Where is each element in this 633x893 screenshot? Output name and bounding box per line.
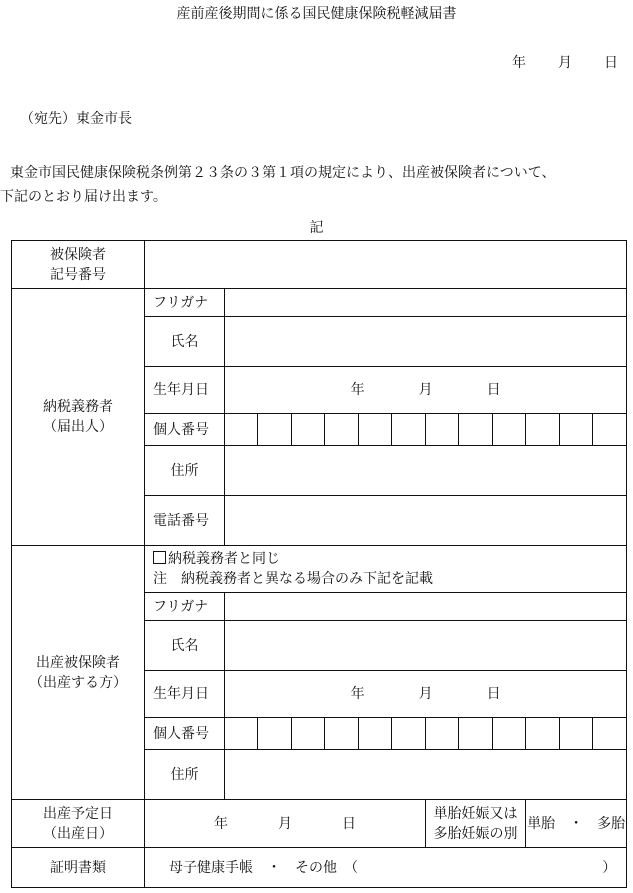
birth-furigana-field[interactable] bbox=[225, 593, 627, 621]
body-text-line1: 東金市国民健康保険税条例第２３条の３第１項の規定により、出産被保険者について、 bbox=[10, 165, 556, 181]
birth-insured-label: 出産被保険者 （出産する方） bbox=[12, 546, 145, 800]
addressee: （宛先）東金市長 bbox=[20, 111, 132, 127]
taxpayer-digit-box[interactable] bbox=[459, 414, 493, 446]
taxpayer-digit-box[interactable] bbox=[426, 414, 459, 446]
birth-address-label: 住所 bbox=[145, 750, 225, 800]
birth-digit-box[interactable] bbox=[292, 718, 325, 750]
birth-address-field[interactable] bbox=[225, 750, 627, 800]
birth-digit-box[interactable] bbox=[359, 718, 392, 750]
pregnancy-type-label: 単胎妊娠又は 多胎妊娠の別 bbox=[426, 800, 526, 848]
same-as-taxpayer-cell bbox=[145, 546, 627, 593]
document-title: 産前産後期間に係る国民健康保険税軽減届書 bbox=[176, 6, 457, 22]
birth-digit-box[interactable] bbox=[493, 718, 526, 750]
birth-name-label: 氏名 bbox=[145, 621, 225, 671]
taxpayer-digit-box[interactable] bbox=[225, 414, 258, 446]
taxpayer-address-field[interactable] bbox=[225, 446, 627, 496]
same-as-taxpayer-label: 納税義務者と同じ bbox=[168, 551, 280, 567]
same-as-taxpayer-checkbox[interactable] bbox=[153, 551, 166, 564]
taxpayer-digit-box[interactable] bbox=[493, 414, 526, 446]
row-insured-number bbox=[12, 241, 627, 289]
birth-digit-box[interactable] bbox=[392, 718, 426, 750]
taxpayer-digit-box[interactable] bbox=[359, 414, 392, 446]
note-text: 注 納税義務者と異なる場合のみ下記を記載 bbox=[153, 571, 433, 587]
birth-birthdate-label: 生年月日 bbox=[145, 671, 225, 718]
taxpayer-name-label: 氏名 bbox=[145, 317, 225, 367]
insured-number-label: 被保険者 記号番号 bbox=[12, 241, 145, 289]
birth-digit-box[interactable] bbox=[593, 718, 627, 750]
taxpayer-digit-box[interactable] bbox=[526, 414, 560, 446]
date-year: 年 bbox=[512, 55, 526, 71]
certificate-close-paren: ） bbox=[602, 860, 617, 876]
due-date-label: 出産予定日 （出産日） bbox=[12, 800, 145, 848]
taxpayer-digit-box[interactable] bbox=[258, 414, 292, 446]
submission-date bbox=[512, 52, 618, 72]
birth-digit-box[interactable] bbox=[459, 718, 493, 750]
taxpayer-name-field[interactable] bbox=[225, 317, 627, 367]
body-text-line2: 下記のとおり届け出ます。 bbox=[0, 189, 167, 205]
birth-digit-box[interactable] bbox=[526, 718, 560, 750]
notification-form-table bbox=[11, 240, 627, 888]
birth-digit-box[interactable] bbox=[426, 718, 459, 750]
taxpayer-furigana-label: フリガナ bbox=[145, 289, 225, 317]
ki-heading: 記 bbox=[309, 220, 324, 236]
taxpayer-digit-box[interactable] bbox=[560, 414, 593, 446]
birth-digit-box[interactable] bbox=[560, 718, 593, 750]
birth-furigana-label: フリガナ bbox=[145, 593, 225, 621]
taxpayer-digit-box[interactable] bbox=[392, 414, 426, 446]
pregnancy-type-options[interactable]: 単胎 ・ 多胎 bbox=[526, 800, 627, 848]
birth-digit-box[interactable] bbox=[225, 718, 258, 750]
date-month: 月 bbox=[558, 55, 572, 71]
birth-digit-box[interactable] bbox=[258, 718, 292, 750]
taxpayer-digit-box[interactable] bbox=[593, 414, 627, 446]
date-day: 日 bbox=[604, 55, 618, 71]
taxpayer-address-label: 住所 bbox=[145, 446, 225, 496]
certificate-label: 証明書類 bbox=[12, 848, 145, 888]
taxpayer-digit-box[interactable] bbox=[325, 414, 359, 446]
birth-name-field[interactable] bbox=[225, 621, 627, 671]
taxpayer-digit-box[interactable] bbox=[292, 414, 325, 446]
taxpayer-birthdate-field[interactable]: 年 月 日 bbox=[225, 367, 627, 414]
taxpayer-furigana-field[interactable] bbox=[225, 289, 627, 317]
taxpayer-phone-label: 電話番号 bbox=[145, 496, 225, 546]
birth-digit-box[interactable] bbox=[325, 718, 359, 750]
insured-number-field[interactable] bbox=[145, 241, 627, 289]
taxpayer-label: 納税義務者 （届出人） bbox=[12, 289, 145, 546]
certificate-options: 母子健康手帳 ・ その他 （ bbox=[169, 859, 358, 876]
due-date-field[interactable]: 年 月 日 bbox=[145, 800, 426, 848]
birth-birthdate-field[interactable]: 年 月 日 bbox=[225, 671, 627, 718]
birth-personal-number-label: 個人番号 bbox=[145, 718, 225, 750]
taxpayer-phone-field[interactable] bbox=[225, 496, 627, 546]
certificate-field[interactable] bbox=[145, 848, 627, 888]
taxpayer-personal-number-label: 個人番号 bbox=[145, 414, 225, 446]
taxpayer-birthdate-label: 生年月日 bbox=[145, 367, 225, 414]
